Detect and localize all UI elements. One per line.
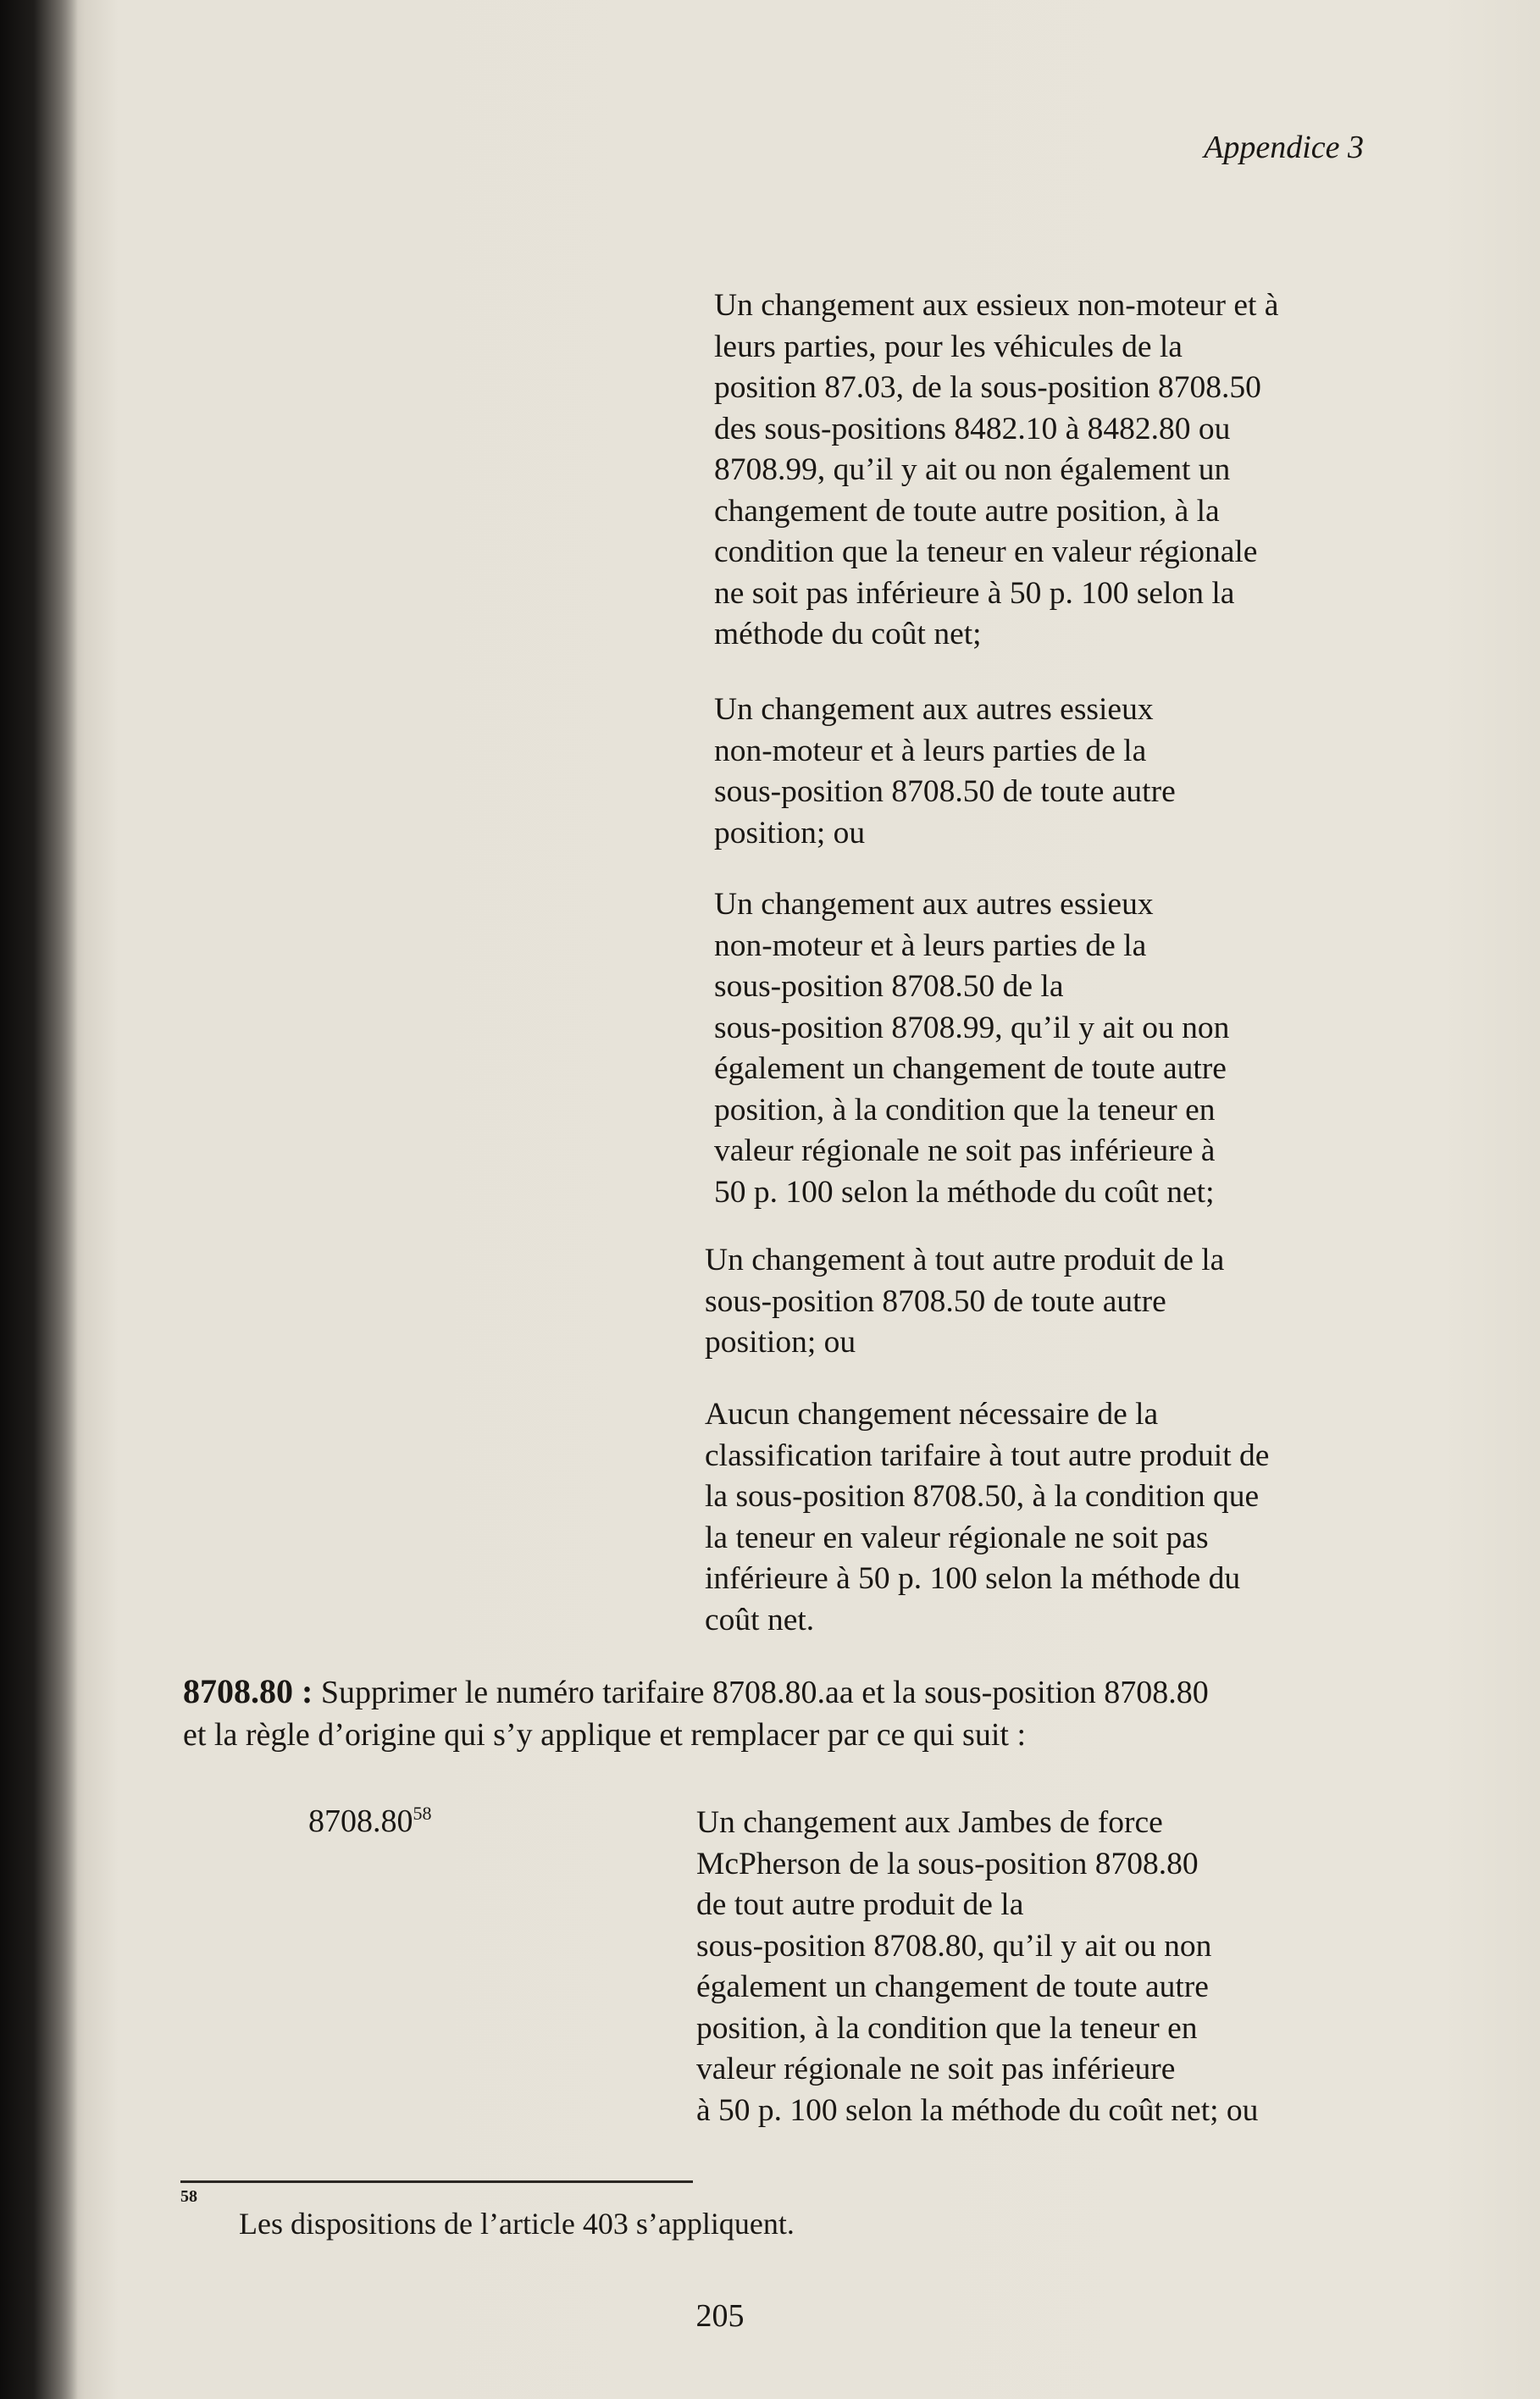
running-head: Appendice 3 <box>1204 130 1364 165</box>
tariff-rule <box>696 1803 1340 2131</box>
rule-line: leurs parties, pour les véhicules de la <box>714 329 1183 364</box>
rule-line: Un changement aux autres essieux <box>714 692 1154 727</box>
rule-line: non-moteur et à leurs parties de la <box>714 928 1147 963</box>
rule-line: coût net. <box>705 1602 815 1637</box>
rule-block-3 <box>714 884 1358 1213</box>
rule-line: Un changement aux essieux non-moteur et à <box>714 288 1279 323</box>
rule-line: inférieure à 50 p. 100 selon la méthode du <box>705 1561 1241 1596</box>
rule-line: ne soit pas inférieure à 50 p. 100 selon la <box>714 575 1235 611</box>
rule-line: position; ou <box>714 815 866 850</box>
rule-block-5 <box>705 1394 1349 1641</box>
rule-line: à 50 p. 100 selon la méthode du coût net; ou <box>696 2092 1259 2128</box>
instruction-line-1 <box>183 1670 1369 1714</box>
rule-line: sous-position 8708.99, qu’il y ait ou non <box>714 1010 1230 1045</box>
rule-line: non-moteur et à leurs parties de la <box>714 733 1147 768</box>
rule-line: la teneur en valeur régionale ne soit pas <box>705 1520 1209 1555</box>
rule-line: sous-position 8708.50 de toute autre <box>714 774 1176 809</box>
rule-line: 8708.99, qu’il y ait ou non également un <box>714 452 1231 487</box>
rule-line: sous-position 8708.50 de toute autre <box>705 1283 1166 1319</box>
rule-line: valeur régionale ne soit pas inférieure <box>696 2052 1176 2086</box>
instruction-heading: 8708.80 : <box>183 1672 313 1710</box>
rule-line: sous-position 8708.80, qu’il y ait ou non <box>696 1928 1212 1964</box>
page-number: 205 <box>695 2298 745 2334</box>
instruction-line-2: et la règle d’origine qui s’y applique et remplacer par ce qui suit : <box>183 1717 1027 1753</box>
footnote-divider <box>180 2180 693 2183</box>
rule-line: Un changement aux Jambes de force <box>696 1805 1163 1840</box>
rule-line: méthode du coût net; <box>714 617 982 651</box>
footnote-ref: 58 <box>413 1803 432 1824</box>
rule-line: classification tarifaire à tout autre produit de <box>705 1438 1270 1473</box>
rule-block-1 <box>714 285 1358 656</box>
amendment-instruction <box>183 1670 1369 1756</box>
rule-line: position, à la condition que la teneur en <box>696 2010 1198 2046</box>
rule-line: position, à la condition que la teneur en <box>714 1092 1216 1127</box>
rule-line: position; ou <box>705 1325 856 1360</box>
rule-line: de tout autre produit de la <box>696 1887 1024 1922</box>
rule-line: condition que la teneur en valeur régionale <box>714 535 1258 569</box>
rule-line: position 87.03, de la sous-position 8708.50 <box>714 370 1261 405</box>
rule-line: également un changement de toute autre <box>714 1051 1227 1086</box>
tariff-number <box>308 1803 432 1840</box>
rule-line: 50 p. 100 selon la méthode du coût net; <box>714 1174 1215 1210</box>
rule-line: Aucun changement nécessaire de la <box>705 1397 1159 1432</box>
rule-line: McPherson de la sous-position 8708.80 <box>696 1846 1199 1881</box>
rule-line: Un changement aux autres essieux <box>714 887 1154 922</box>
rule-line: valeur régionale ne soit pas inférieure à <box>714 1133 1216 1168</box>
tariff-code: 8708.80 <box>308 1803 413 1839</box>
rule-line: des sous-positions 8482.10 à 8482.80 ou <box>714 411 1231 446</box>
rule-line: changement de toute autre position, à la <box>714 493 1220 529</box>
rule-block-4 <box>705 1240 1349 1364</box>
instruction-text: Supprimer le numéro tarifaire 8708.80.aa et la sous-position 8708.80 <box>320 1675 1209 1710</box>
rule-line: sous-position 8708.50 de la <box>714 969 1064 1004</box>
book-spine-shadow <box>0 0 78 2399</box>
footnote-mark: 58 <box>180 2187 197 2206</box>
footnote-text: Les dispositions de l’article 403 s’appliquent. <box>239 2207 795 2241</box>
rule-line: également un changement de toute autre <box>696 1970 1209 2004</box>
rule-block-2 <box>714 690 1358 854</box>
rule-line: Un changement à tout autre produit de la <box>705 1243 1225 1277</box>
rule-line: la sous-position 8708.50, à la condition que <box>705 1479 1260 1514</box>
